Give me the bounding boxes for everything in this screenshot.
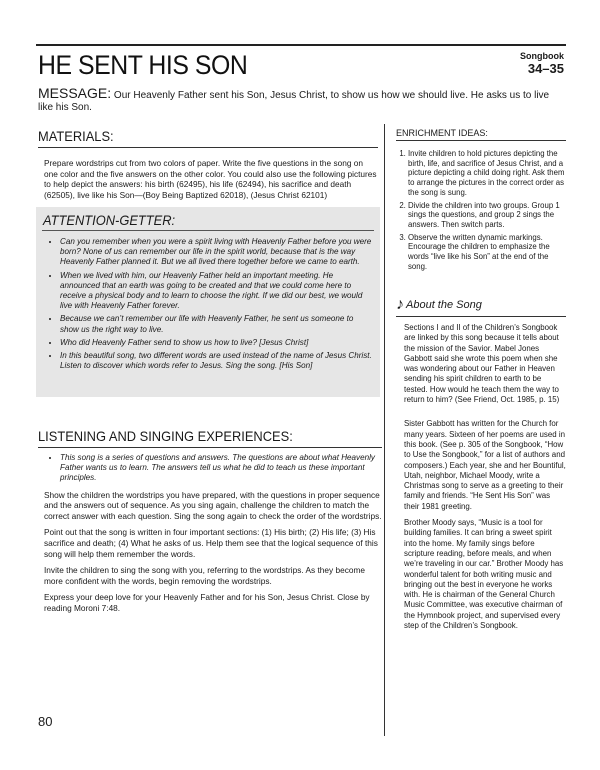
attention-item: • Who did Heavenly Father send to show us how to live? [Jesus Christ] — [60, 338, 372, 348]
listening-paragraph: Point out that the song is written in four important sections: (1) His birth; (2) His life; (3) His sacrifice and death; (4) What he asks of us. Help them see that the logical sequence of this song will help them remember the words. — [44, 527, 378, 559]
attention-getter-box — [36, 207, 380, 397]
songbook-reference — [520, 51, 564, 76]
enrichment-item: 1. Invite children to hold pictures depicting the birth, life, and sacrifice of Jesus Christ, and a picture depicting a child doing right. Ask them to arrange the pictures in the correct order as the song is sung. — [408, 149, 566, 198]
attention-list — [36, 237, 380, 371]
attention-item: • When we lived with him, our Heavenly Father held an important meeting. He announced that an earth was going to be created and that we could come here to receive a physical body and to learn to choose the right. If we did our best, we would live with Heavenly Father forever. — [60, 271, 372, 312]
listening-heading: LISTENING AND SINGING EXPERIENCES: — [38, 428, 293, 444]
enrichment-item: 3. Observe the written dynamic markings. Encourage the children to emphasize the words “live like his Son” at the end of the song. — [408, 233, 566, 272]
attention-rule — [42, 230, 374, 231]
listening-paragraph: Invite the children to sing the song with you, referring to the wordstrips. As they become more confident with the words, begin removing the wordstrips. — [44, 565, 365, 586]
listening-rule — [38, 447, 382, 448]
enrichment-heading: ENRICHMENT IDEAS: — [396, 128, 488, 138]
materials-section — [38, 128, 378, 200]
attention-item: • In this beautiful song, two different words are used instead of the name of Jesus Christ. Listen to discover which words refer to Jesus. Sing the song. [His Son] — [60, 351, 372, 371]
top-rule — [36, 44, 566, 46]
page-number: 80 — [38, 714, 53, 729]
materials-heading: MATERIALS: — [38, 128, 114, 144]
enrichment-list — [396, 149, 566, 271]
listening-intro-list — [38, 453, 382, 484]
message-section — [38, 87, 564, 114]
message-label: MESSAGE: — [38, 85, 112, 101]
listening-paragraph: Express your deep love for your Heavenly Father and for his Son, Jesus Christ. Close by reading Moroni 7:48. — [44, 592, 370, 613]
enrichment-section — [396, 128, 566, 274]
about-paragraph: Sister Gabbott has written for the Church for many years. Sixteen of her poems are used in this book. (See p. 305 of the Songbook, “How to Use the Songbook,” for a list of authors and composers.) Each year, she and her Bountiful, Utah, neighbor, Michael Moody, write a Christmas song to serve as a greeting to their family and friends. “He Sent His Son” was their 1981 greeting. — [404, 419, 566, 511]
about-paragraph: Sections I and II of the Children’s Songbook are linked by this song because it tells about the mission of the Savior. Mabel Jones Gabbott said she wrote this poem when she was wondering about our Father in Heaven sending his spirit children to earth to be tested. How would he teach them the way to return to him? (See Friend, Oct. 1985, p. 15) — [404, 323, 560, 405]
listening-intro: • This song is a series of questions and answers. The questions are about what Heavenly Father wants us to learn. The answers tell us what he did to teach us these important principles. — [60, 453, 382, 484]
about-heading: About the Song — [406, 299, 482, 311]
about-paragraph: Brother Moody says, “Music is a tool for building families. It can bring a sweet spirit into the home. My family sings before scripture reading, before meals, and when we’re traveling in our car.” Brother Moody has wonderful talent for both writing music and bringing out the best in everyone he works with. He is chairman of the General Church Music Committee, was executive chairman of the Hymnbook project, and supervised every step of the Children’s Songbook. — [404, 518, 564, 631]
about-song-section — [396, 296, 566, 631]
enrichment-rule — [396, 140, 566, 141]
attention-item: • Because we can’t remember our life with Heavenly Father, he sent us someone to show us the right way to live. — [60, 314, 372, 334]
attention-heading: ATTENTION-GETTER: — [43, 212, 176, 228]
about-heading-row — [396, 296, 566, 314]
enrichment-item: 2. Divide the children into two groups. Group 1 sings the questions, and group 2 sings the answers. Then switch parts. — [408, 201, 566, 230]
listening-paragraph: Show the children the wordstrips you have prepared, with the questions in proper sequence and the answers out of sequence. As you sing again, challenge the children to match the correct answer with each question. Sing the song again to check the order of the wordstrips. — [44, 489, 382, 521]
page-title: HE SENT HIS SON — [38, 50, 248, 80]
music-note-icon: ♪ — [396, 296, 404, 313]
materials-text: Prepare wordstrips cut from two colors of paper. Write the five questions in the song on one color and the five answers on the other color. You could also use the following pictures to help depict the answers: his birth (62495), his life (62494), his sacrifice and death (62505), live like his Son—(Boy Being Baptized 62018), (Jesus Christ 62101) — [44, 158, 377, 200]
songbook-pages: 34–35 — [527, 61, 564, 76]
message-text: Our Heavenly Father sent his Son, Jesus Christ, to show us how we should live. He asks us to live like his Son. — [38, 90, 550, 113]
about-rule — [396, 316, 566, 317]
materials-rule — [38, 147, 378, 148]
attention-item: • Can you remember when you were a spirit living with Heavenly Father before you were born? None of us can remember our life in the spirit world, because that is the way Heavenly Father planned it. But we all lived there together before we came to earth. — [60, 237, 372, 268]
songbook-label: Songbook — [520, 51, 564, 61]
listening-section — [38, 428, 382, 614]
column-divider — [384, 124, 385, 736]
